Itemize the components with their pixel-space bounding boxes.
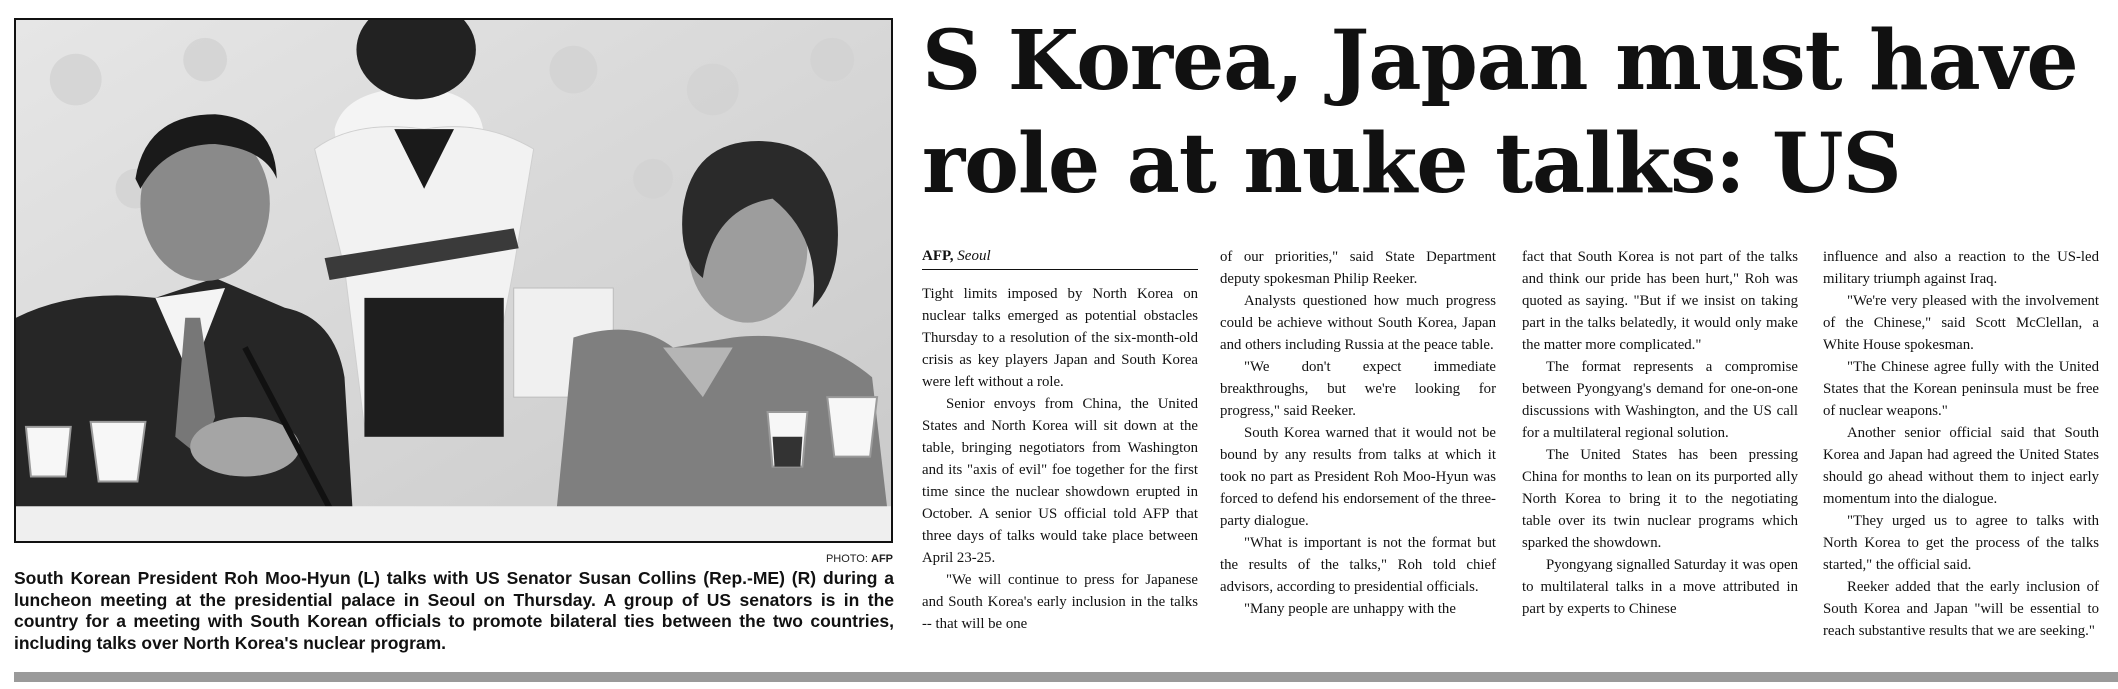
article-column-2: [1220, 246, 1496, 620]
byline-agency: AFP,: [922, 248, 954, 264]
paragraph: "Many people are unhappy with the: [1244, 601, 1456, 617]
news-photo: [14, 18, 893, 543]
page-bottom-rule: [14, 672, 2118, 682]
paragraph: "We're very pleased with the involvement of the Chinese," said Scott McClellan, a White House spokesman.: [1823, 293, 2099, 353]
paragraph: "We don't expect immediate breakthroughs, but we're looking for progress," said Reeker.: [1220, 359, 1496, 419]
article-column-3: [1522, 246, 1798, 620]
byline: [922, 246, 1198, 270]
photo-credit-source: AFP: [871, 553, 893, 565]
article-column-4: [1823, 246, 2099, 642]
paragraph: Senior envoys from China, the United States and North Korea will sit down at the table, bringing negotiators from Washington and its "axis of evil" foe together for the first time since the nuclear showdown erupted in October. A senior US official told AFP that three days of talks would take place between April 23-25.: [922, 396, 1198, 566]
paragraph: Tight limits imposed by North Korea on nuclear talks emerged as potential obstacles Thursday to a resolution of the six-month-old crisis as key players Japan and South Korea were left without a role.: [922, 286, 1198, 390]
paragraph: "The Chinese agree fully with the United States that the Korean peninsula must be free of nuclear weapons.": [1823, 359, 2099, 419]
paragraph: The United States has been pressing China for months to lean on its purported ally North Korea to bring it to the negotiating table over its twin nuclear programs which sparked the showdown.: [1522, 447, 1798, 551]
photo-credit-label: PHOTO:: [825, 553, 868, 565]
paragraph: "We will continue to press for Japanese and South Korea's early inclusion in the talks -- that will be one: [922, 572, 1198, 632]
photo-caption: South Korean President Roh Moo-Hyun (L) talks with US Senator Susan Collins (Rep.-ME) (R) during a luncheon meeting at the presidential palace in Seoul on Thursday. A group of US senators is in the country for a meeting with South Korean officials to promote bilateral ties between the two countries, including talks over North Korea's nuclear program.: [14, 568, 894, 653]
photo-credit: [14, 553, 893, 565]
paragraph: Pyongyang signalled Saturday it was open to multilateral talks in a move attributed in part by experts to Chinese: [1522, 557, 1798, 617]
article-headline: S Korea, Japan must have role at nuke talks: US: [922, 13, 2078, 212]
article-column-1: [922, 283, 1198, 635]
byline-place: Seoul: [957, 248, 991, 264]
paragraph: Analysts questioned how much progress could be achieve without South Korea, Japan and others including Russia at the peace table.: [1220, 293, 1496, 353]
paragraph: fact that South Korea is not part of the talks and think our pride has been hurt," Roh was quoted as saying. "But if we insist on taking part in the talks belatedly, it would only make the matter more complicated.": [1522, 249, 1798, 353]
paragraph: "They urged us to agree to talks with North Korea to get the process of the talks started," the official said.: [1823, 513, 2099, 573]
photo-illustration: [16, 20, 891, 541]
paragraph: Another senior official said that South Korea and Japan had agreed the United States should go ahead without them to inject early momentum into the dialogue.: [1823, 425, 2099, 507]
paragraph: South Korea warned that it would not be bound by any results from talks at which it took no part as President Roh Moo-Hyun was forced to defend his endorsement of the three-party dialogue.: [1220, 425, 1496, 529]
paragraph: "What is important is not the format but the results of the talks," Roh told chief advisors, according to presidential officials.: [1220, 535, 1496, 595]
paragraph: The format represents a compromise between Pyongyang's demand for one-on-one discussions with Washington, and the US call for a multilateral regional solution.: [1522, 359, 1798, 441]
paragraph: influence and also a reaction to the US-led military triumph against Iraq.: [1823, 249, 2099, 287]
paragraph: Reeker added that the early inclusion of South Korea and Japan "will be essential to reach substantive results that we are seeking.": [1823, 579, 2099, 639]
paragraph: of our priorities," said State Department deputy spokesman Philip Reeker.: [1220, 249, 1496, 287]
